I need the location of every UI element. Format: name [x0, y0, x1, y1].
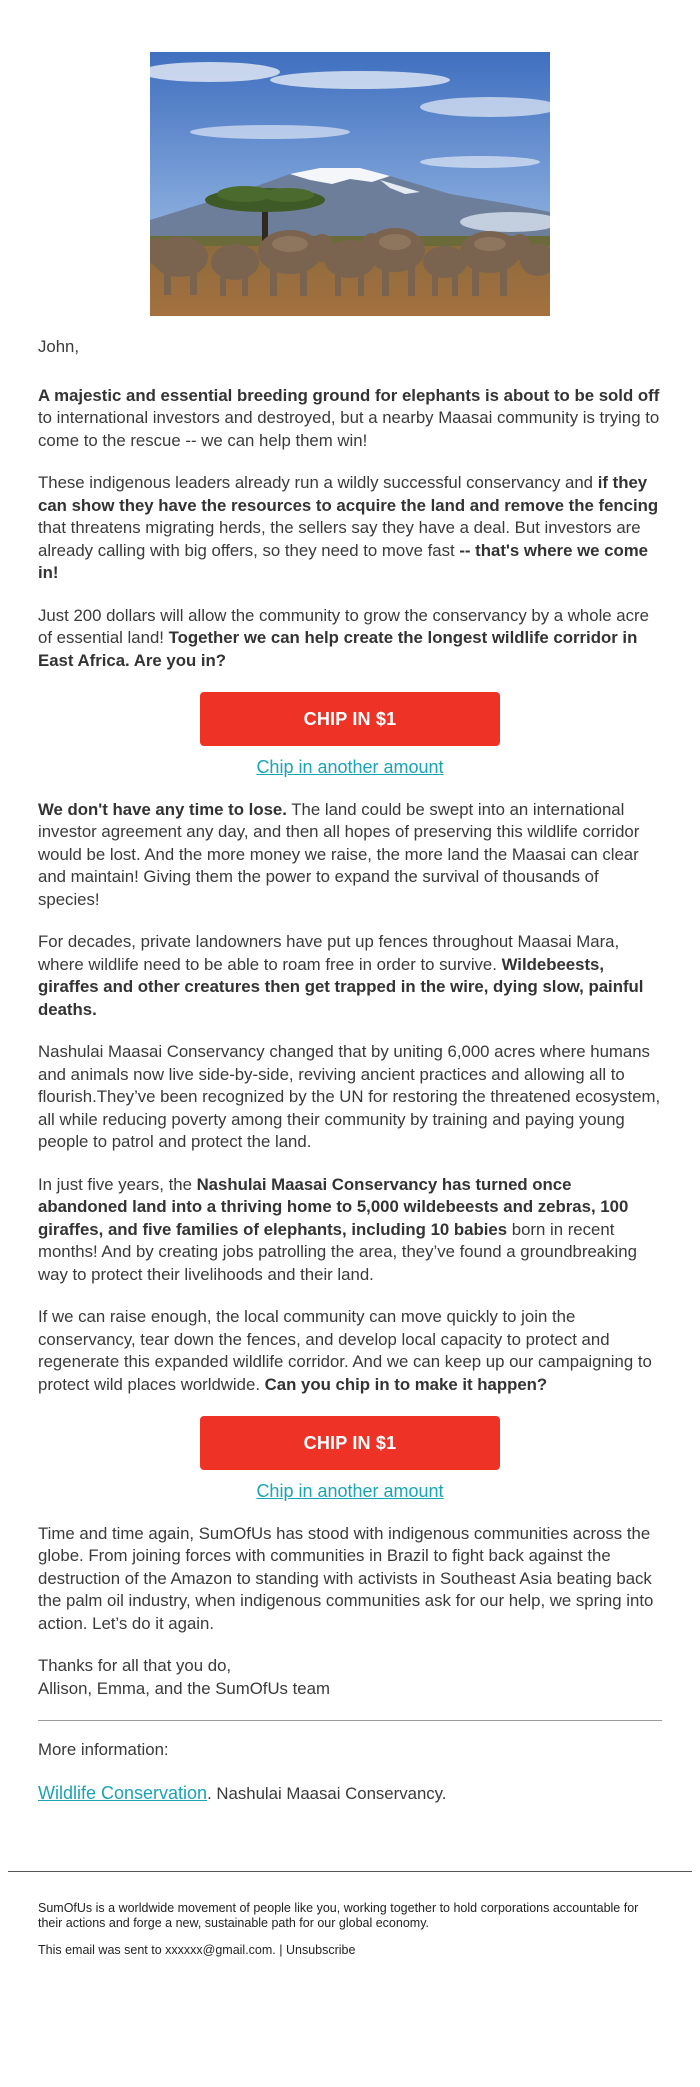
chip-in-another-amount-link[interactable]: Chip in another amount [256, 757, 444, 777]
chip-in-another-amount-link[interactable]: Chip in another amount [256, 1481, 444, 1501]
more-info-links: Wildlife Conservation. Nashulai Maasai Conservancy. [38, 1782, 447, 1803]
chip-in-button[interactable]: CHIP IN $1 [200, 1416, 500, 1470]
elephants-kilimanjaro-image [150, 52, 550, 316]
signoff-line-2: Allison, Emma, and the SumOfUs team [38, 1678, 330, 1698]
paragraph-urgency: We don't have any time to lose. The land could be swept into an international investor agreement any day, and then all hopes of preserving this wildlife corridor would be lost. And the more money we raise, the more land the Maasai can clear and maintain! Giving them the power to expand the survival of thousands of species! [38, 799, 640, 909]
paragraph-plan: If we can raise enough, the local community can move quickly to join the conservancy, tear down the fences, and develop local capacity to protect and regenerate this expanded wildlife corridor. And we can keep up our campaigning to protect wild places worldwide. Can you chip in to make it happen? [38, 1307, 652, 1394]
signoff [38, 1655, 662, 1700]
paragraph-results: In just five years, the Nashulai Maasai Conservancy has turned once abandoned land into a thriving home to 5,000 wildebeests and zebras, 100 giraffes, and five families of elephants, including 10 babies born in recent months! And by creating jobs patrolling the area, they’ve found a groundbreaking way to protect their livelihoods and their land. [38, 1174, 637, 1284]
unsubscribe-link[interactable]: Unsubscribe [285, 1943, 356, 1957]
footer [38, 1901, 658, 1970]
divider [38, 1720, 662, 1721]
paragraph-intro: A majestic and essential breeding ground for elephants is about to be sold off to international investors and destroyed, but a nearby Maasai community is trying to come to the rescue -- we can help them win! [38, 385, 660, 450]
paragraph-ask: Just 200 dollars will allow the community to grow the conservancy by a whole acre of essential land! Together we can help create the longest wildlife corridor in East Africa. Are you in? [38, 605, 649, 670]
alt-amount-container-2 [38, 1480, 662, 1503]
wildlife-conservation-link[interactable]: Wildlife Conservation [38, 1782, 208, 1803]
footer-about: SumOfUs is a worldwide movement of people like you, working together to hold corporations accountable for their actions and forge a new, sustainable path for our global economy. [38, 1901, 639, 1930]
paragraph-leaders: These indigenous leaders already run a wildly successful conservancy and if they can show they have the resources to acquire the land and remove the fencing that threatens migrating herds, the sellers say they have a deal. But investors are already calling with big offers, so they need to move fast -- that's where we come in! [38, 473, 659, 582]
cta-container-2 [38, 1416, 662, 1470]
paragraph-conservancy: Nashulai Maasai Conservancy changed that by uniting 6,000 acres where humans and animals now live side-by-side, reviving ancient practices and allowing all to flourish.They’ve been recognized by the UN for restoring the threatened ecosystem, all while reducing poverty among their community by training and paying young people to patrol and protect the land. [38, 1042, 661, 1151]
more-info-heading: More information: [38, 1740, 169, 1759]
footer-divider [8, 1871, 692, 1872]
alt-amount-container-1 [38, 756, 662, 779]
signoff-line-1: Thanks for all that you do, [38, 1656, 232, 1675]
email-body [38, 336, 662, 1825]
paragraph-history: Time and time again, SumOfUs has stood with indigenous communities across the globe. From joining forces with communities in Brazil to fight back against the destruction of the Amazon to standing with activists in Southeast Asia beating back the palm oil industry, when indigenous communities ask for our help, we spring into action. Let’s do it again. [38, 1523, 654, 1633]
paragraph-fences: For decades, private landowners have put up fences throughout Maasai Mara, where wildlife need to be able to roam free in order to survive. Wildebeests, giraffes and other creatures then get trapped in the wire, dying slow, painful deaths. [38, 932, 644, 1019]
footer-sent-to: This email was sent to xxxxxx@gmail.com. | Unsubscribe [38, 1943, 356, 1957]
recipient-email: xxxxxx@gmail.com [165, 1943, 273, 1957]
hero-image [150, 52, 550, 316]
greeting: John, [38, 337, 80, 356]
chip-in-button[interactable]: CHIP IN $1 [200, 692, 500, 746]
cta-container-1 [38, 692, 662, 746]
